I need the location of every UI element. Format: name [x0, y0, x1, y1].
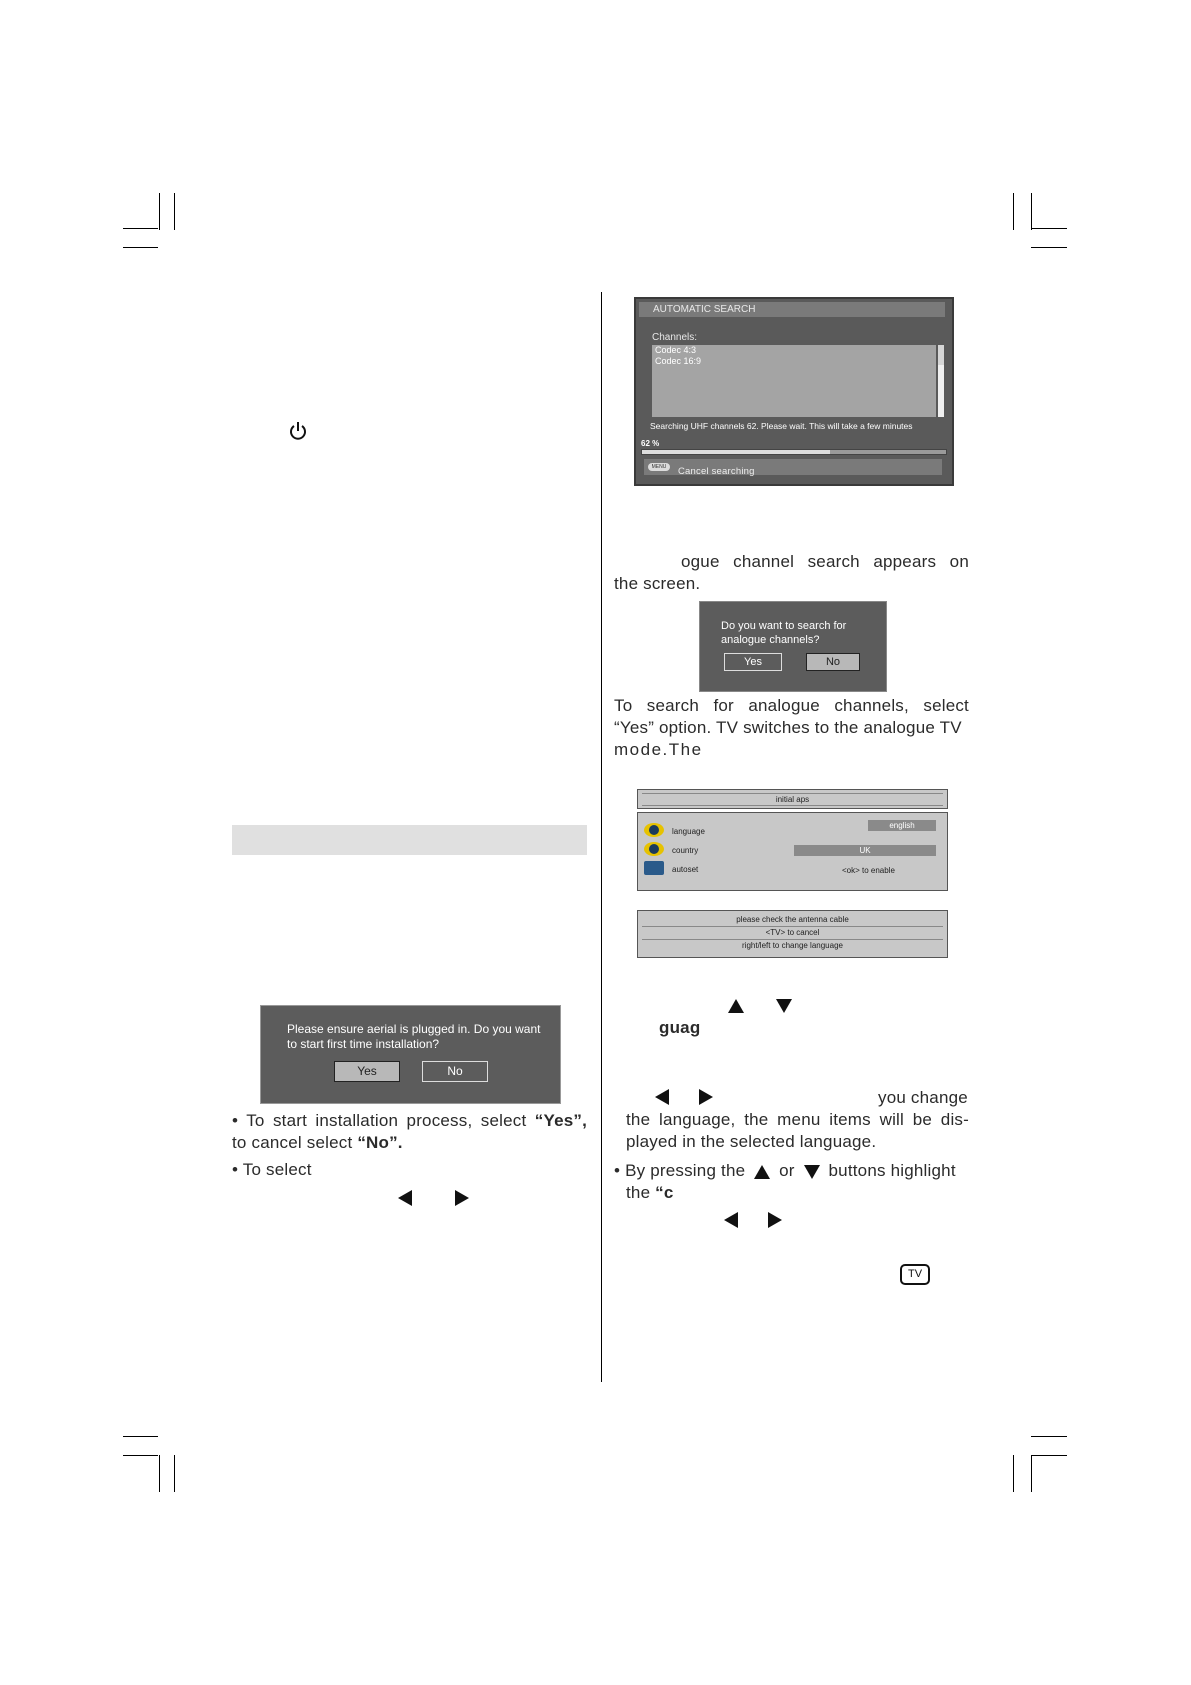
the-c-line: [626, 1182, 674, 1204]
country-value[interactable]: UK: [794, 845, 936, 856]
crop-mark: [123, 228, 158, 229]
by-pressing-prefix: • By pressing the: [614, 1161, 746, 1180]
first-time-installation-dialog: [260, 1005, 561, 1104]
crop-mark: [174, 193, 175, 230]
analogue-intro-line2: the screen.: [614, 574, 701, 593]
globe-icon: [644, 823, 664, 837]
analogue-select-line2: “Yes” option. TV switches to the analogue TV: [614, 718, 962, 737]
cancel-searching-label: Cancel searching: [678, 466, 755, 477]
initial-aps-title: initial aps: [642, 793, 943, 806]
crop-mark: [1013, 1455, 1014, 1492]
up-arrow-icon: [754, 1165, 770, 1179]
or-text: or: [779, 1161, 795, 1180]
initial-aps-menu: [637, 812, 948, 891]
analogue-select-line3: mode.The: [614, 740, 703, 759]
crop-mark: [1031, 1455, 1032, 1492]
progress-percent: 62 %: [641, 439, 660, 448]
left-arrow-icon: [655, 1089, 669, 1105]
section-header-band: [232, 825, 587, 855]
initial-aps-header: [637, 789, 948, 809]
by-pressing-line: [614, 1160, 969, 1182]
start-install-prefix: • To start installation process, select: [232, 1111, 535, 1130]
crop-mark: [123, 247, 158, 248]
left-arrow-icon: [724, 1212, 738, 1228]
guag-fragment: guag: [659, 1018, 701, 1037]
scrollbar-thumb[interactable]: [938, 365, 944, 417]
crop-mark: [123, 1455, 158, 1456]
crop-mark: [159, 1455, 160, 1492]
info-line: please check the antenna cable: [642, 914, 943, 927]
auto-search-title: AUTOMATIC SEARCH: [639, 302, 945, 317]
language-value[interactable]: english: [868, 820, 936, 831]
to-select-line: • To select: [232, 1160, 312, 1179]
crop-mark: [123, 1436, 158, 1437]
left-arrow-icon: [398, 1190, 412, 1206]
crop-mark: [159, 193, 160, 230]
right-arrow-icon: [455, 1190, 469, 1206]
crop-mark: [1013, 193, 1014, 230]
autoset-label: autoset: [672, 865, 699, 874]
no-button[interactable]: No: [422, 1061, 488, 1082]
by-pressing-suffix: buttons highlight: [828, 1161, 956, 1180]
list-item: Codec 4:3: [655, 345, 697, 355]
yes-button[interactable]: Yes: [334, 1061, 400, 1082]
analogue-search-dialog: [699, 601, 887, 692]
search-status: Searching UHF channels 62. Please wait. This will take a few minutes: [650, 421, 913, 431]
channel-list: [652, 345, 936, 417]
analogue-select-line1: To search for analogue channels, select: [614, 696, 969, 715]
progress-fill: [642, 450, 830, 454]
globe-icon: [644, 842, 664, 856]
search-progress-bar: [641, 449, 947, 455]
tv-button-icon: TV: [900, 1264, 930, 1285]
no-emphasis: “No”.: [357, 1133, 403, 1152]
up-arrow-icon: [728, 999, 744, 1013]
right-arrow-icon: [699, 1089, 713, 1105]
yes-emphasis: “Yes”,: [534, 1111, 587, 1130]
down-arrow-icon: [804, 1165, 820, 1179]
dialog-question: Please ensure aerial is plugged in. Do you want to start first time installation?: [287, 1022, 541, 1051]
country-label: country: [672, 846, 699, 855]
no-button[interactable]: No: [806, 653, 860, 671]
crop-mark: [1031, 228, 1067, 229]
menu-button-icon: MENU: [648, 463, 670, 471]
cancel-install-line: [232, 1132, 403, 1154]
crop-mark: [1031, 247, 1067, 248]
analogue-intro-line1: ogue channel search appears on: [681, 552, 969, 571]
language-change-line1: the language, the menu items will be dis-: [626, 1110, 969, 1129]
right-arrow-icon: [768, 1212, 782, 1228]
channel-list-scrollbar[interactable]: [938, 345, 944, 417]
automatic-search-screen: [634, 297, 954, 486]
start-install-line: [232, 1110, 587, 1132]
dialog-question: Do you want to search for analogue channels?: [721, 620, 847, 646]
crop-mark: [1031, 1455, 1067, 1456]
crop-mark: [174, 1455, 175, 1492]
language-label: language: [672, 827, 705, 836]
power-icon: [287, 420, 309, 442]
cancel-search-bar[interactable]: [644, 459, 942, 475]
column-divider: [601, 292, 602, 1382]
channels-label: Channels:: [652, 332, 698, 343]
crop-mark: [1031, 193, 1032, 230]
info-line: <TV> to cancel: [642, 927, 943, 940]
language-change-line2: played in the selected language.: [626, 1132, 877, 1151]
the-text: the: [626, 1183, 656, 1202]
c-fragment: “c: [655, 1183, 674, 1202]
yes-button[interactable]: Yes: [724, 653, 782, 671]
initial-aps-info: [637, 910, 948, 958]
you-change-text: you change: [878, 1088, 968, 1107]
autoset-value: <ok> to enable: [842, 866, 895, 875]
list-item: Codec 16:9: [655, 356, 702, 366]
info-line: right/left to change language: [742, 941, 843, 950]
crop-mark: [1031, 1436, 1067, 1437]
cancel-prefix: to cancel select: [232, 1133, 358, 1152]
down-arrow-icon: [776, 999, 792, 1013]
autoset-icon: [644, 861, 664, 875]
